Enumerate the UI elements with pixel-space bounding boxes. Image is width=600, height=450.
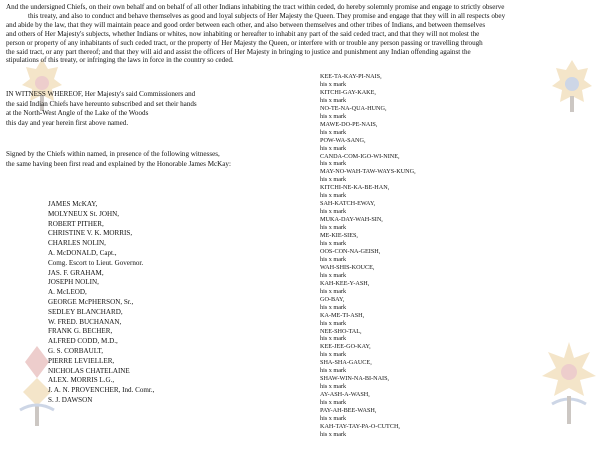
chief-name: NO-TE-NA-QUA-HUNG, — [320, 104, 387, 112]
chief-name: KITCHI-GAY-KAKE, — [320, 88, 376, 96]
chief-name: KAH-KEE-Y-ASH, — [320, 279, 370, 287]
witness-name: SEDLEY BLANCHARD, — [48, 307, 123, 316]
chief-name: GO-BAY, — [320, 295, 345, 303]
chief-mark: his x mark — [320, 176, 347, 184]
witness-name: W. FRED. BUCHANAN, — [48, 317, 122, 326]
chief-name: KA-ME-TI-ASH, — [320, 311, 365, 319]
paragraph-line: the said tract, or any part thereof; and that they will aid and assist the officers of Her Majesty in bringing to justice and punishment any Indian offending against the — [6, 47, 471, 56]
witness-name: CHRISTINE V. K. MORRIS, — [48, 229, 133, 238]
paragraph-line: And the undersigned Chiefs, on their own behalf and on behalf of all other Indians inhabiting the tract within ceded, do hereby solemnly promise and engage to strictly observe — [6, 3, 505, 11]
chief-name: KAH-TAY-TAY-PA-O-CUTCH, — [320, 422, 400, 430]
chief-mark: his x mark — [320, 287, 347, 295]
crest-emblem-icon — [538, 338, 600, 428]
chiefs-signature-list — [320, 73, 416, 439]
chief-mark: his x mark — [320, 224, 347, 232]
chief-name: KEE-TA-KAY-PI-NAIS, — [320, 73, 382, 80]
chief-name: KEE-JEE-GO-KAY, — [320, 343, 371, 351]
witness-name: JAMES McKAY, — [48, 200, 98, 208]
chief-name: MAWE-DO-PE-NAIS, — [320, 120, 378, 128]
paragraph-line: the said Indian Chiefs have hereunto subscribed and set their hands — [6, 99, 197, 108]
chief-mark: his x mark — [320, 192, 347, 200]
chief-mark: his x mark — [320, 160, 347, 168]
treaty-obligations-paragraph — [6, 3, 598, 65]
chief-mark: his x mark — [320, 303, 347, 311]
chief-mark: his x mark — [320, 80, 347, 88]
chief-name: MAY-NO-WAH-TAW-WAYS-KUNG, — [320, 168, 416, 176]
chief-mark: his x mark — [320, 271, 347, 279]
chief-mark: his x mark — [320, 144, 347, 152]
witness-list — [48, 200, 154, 406]
chief-mark: his x mark — [320, 430, 347, 438]
chief-mark: his x mark — [320, 319, 347, 327]
chief-mark: his x mark — [320, 399, 347, 407]
paragraph-line: the same having been first read and explained by the Honorable James McKay: — [6, 159, 231, 168]
chief-mark: his x mark — [320, 128, 347, 136]
paragraph-line: stipulations of this treaty, or infringing the laws in force in the country so ceded. — [6, 56, 234, 65]
chief-name: AY-ASH-A-WASH, — [320, 391, 370, 399]
witness-name: MOLYNEUX St. JOHN, — [48, 209, 120, 218]
paragraph-line: at the North-West Angle of the Lake of the Woods — [6, 109, 149, 118]
chief-mark: his x mark — [320, 96, 347, 104]
witness-name: ROBERT PITHER, — [48, 219, 104, 228]
signed-statement — [6, 150, 231, 169]
paragraph-line: and others of Her Majesty's subjects, whether Indians or whites, now inhabiting or hereafter to inhabit any part of the said ceded tract, and that they will not molest the — [6, 29, 480, 38]
chief-mark: his x mark — [320, 414, 347, 422]
witness-name: J. A. N. PROVENCHER, Ind. Comr., — [48, 386, 155, 395]
chief-name: POW-WA-SANG, — [320, 136, 366, 144]
chief-name: ME-KIE-SIES, — [320, 232, 358, 240]
witness-name: JAS. F. GRAHAM, — [48, 268, 104, 277]
witness-name: CHARLES NOLIN, — [48, 239, 106, 248]
witness-name: A. McDONALD, Capt., — [48, 248, 117, 257]
chief-mark: his x mark — [320, 351, 347, 359]
witness-name: PIERRE LEVIELLER, — [48, 356, 115, 365]
paragraph-line: IN WITNESS WHEREOF, Her Majesty's said Commissioners and — [6, 90, 196, 98]
chief-name: WAH-SHIS-KOUCE, — [320, 263, 375, 271]
chief-mark: his x mark — [320, 240, 347, 248]
paragraph-line: person or property of any inhabitants of such ceded tract, or the property of Her Majesty the Queen, or interfere with or trouble any person passing or travelling through — [6, 38, 483, 47]
chief-name: NEE-SHO-TAL, — [320, 327, 362, 335]
chief-name: CANDA-COM-IGO-WI-NINE, — [320, 152, 400, 160]
chief-mark: his x mark — [320, 335, 347, 343]
chief-name: OOS-CON-NA-GEISH, — [320, 247, 381, 255]
chief-mark: his x mark — [320, 255, 347, 263]
paragraph-line: this day and year herein first above named. — [6, 118, 129, 127]
chief-mark: his x mark — [320, 208, 347, 216]
paragraph-line: this treaty, and also to conduct and behave themselves as good and loyal subjects of Her Majesty the Queen. They promise and engage that they will in all respects obey — [28, 11, 506, 20]
chief-name: SHAW-WIN-NA-BI-NAIS, — [320, 375, 390, 383]
witness-name: ALEX. MORRIS L.G., — [48, 376, 115, 385]
witness-name: GEORGE McPHERSON, Sr., — [48, 297, 134, 306]
paragraph-line: Signed by the Chiefs within named, in presence of the following witnesses, — [6, 150, 220, 158]
chief-name: SHA-SHA-GAUCE, — [320, 359, 372, 367]
witness-name: JOSEPH NOLIN, — [48, 278, 99, 287]
chief-mark: his x mark — [320, 367, 347, 375]
chief-name: KITCHI-NE-KA-BE-HAN, — [320, 184, 390, 192]
witness-whereof-paragraph — [6, 90, 197, 128]
witness-name: A. McLEOD, — [48, 288, 87, 297]
chief-name: SAH-KATCH-EWAY, — [320, 200, 376, 208]
witness-name: G. S. CORBAULT, — [48, 346, 103, 355]
chief-name: PAY-AH-BEE-WASH, — [320, 407, 377, 415]
paragraph-line: and abide by the law, that they will maintain peace and good order between each other, and also between themselves and other tribes of Indians, and between themselves — [6, 20, 486, 29]
chief-mark: his x mark — [320, 383, 347, 391]
witness-name: S. J. DAWSON — [48, 395, 93, 404]
witness-name: NICHOLAS CHATELAINE — [48, 366, 130, 375]
witness-name: FRANK G. BECHER, — [48, 327, 113, 336]
chief-mark: his x mark — [320, 112, 347, 120]
witness-name: ALFRED CODD, M.D., — [48, 337, 118, 346]
witness-name: Comg. Escort to Lieut. Governor. — [48, 258, 144, 267]
chief-name: MUKA-DAY-WAH-SIN, — [320, 216, 383, 224]
